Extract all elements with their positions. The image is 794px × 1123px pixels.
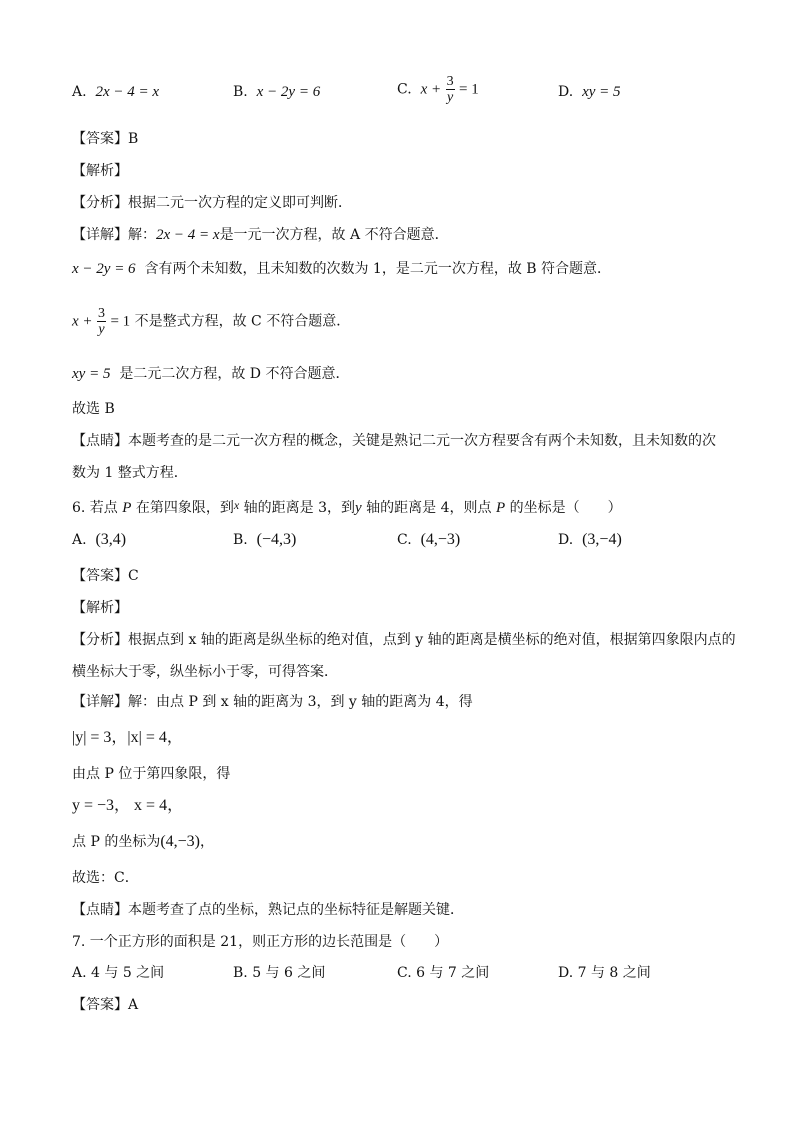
q5-analysis-heading: 【解析】 — [72, 163, 128, 179]
q6-option-a: A. (3,4) — [72, 531, 127, 548]
q6-option-d: D. (3,−4) — [558, 531, 622, 548]
q7-answer: 【答案】A — [72, 997, 139, 1013]
q5-xiangjie: 【详解】解：2x − 4 = x是一元一次方程，故 A 不符合题意． — [72, 227, 449, 243]
q6-analysis-heading: 【解析】 — [72, 600, 128, 616]
q6-dianjing: 【点睛】本题考查了点的坐标，熟记点的坐标特征是解题关键． — [72, 902, 464, 918]
q5-answer: 【答案】B — [72, 131, 139, 147]
q6-choose: 故选：C． — [72, 870, 139, 886]
q6-option-c: C. (4,−3) — [397, 531, 461, 548]
q7-option-b: B. 5 与 6 之间 — [233, 965, 326, 981]
q5-fenxi: 【分析】根据二元一次方程的定义即可判断． — [72, 195, 352, 211]
q6-xiangjie: 【详解】解：由点 P 到 x 轴的距离为 3，到 y 轴的距离为 4，得 — [72, 694, 473, 710]
q5-line-d: xy = 5 是二元二次方程，故 D 不符合题意． — [72, 366, 350, 382]
q5-option-b: B. x − 2y = 6 — [233, 84, 321, 100]
q6-abs-line: |y| = 3，|x| = 4， — [72, 729, 183, 746]
q6-fenxi-1: 【分析】根据点到 x 轴的距离是纵坐标的绝对值，点到 y 轴的距离是横坐标的绝对值，根据第四象限内点的 — [72, 632, 736, 648]
q5-dianjing-2: 数为 1 整式方程． — [72, 465, 188, 481]
q7-stem: 7. 一个正方形的面积是 21，则正方形的边长范围是（ ） — [72, 934, 449, 950]
q6-fenxi-2: 横坐标大于零，纵坐标小于零，可得答案． — [72, 664, 338, 680]
q5-option-d: D. xy = 5 — [558, 84, 621, 100]
q6-quadrant-line: 由点 P 位于第四象限，得 — [72, 766, 231, 782]
q7-option-c: C. 6 与 7 之间 — [397, 965, 490, 981]
q5-option-c: C. x + $\frac{3}{y}$ = 1 — [397, 74, 479, 105]
q7-option-a: A. 4 与 5 之间 — [72, 965, 165, 981]
q5-option-a: A. 2x − 4 = x — [72, 84, 160, 100]
q7-option-d: D. 7 与 8 之间 — [558, 965, 651, 981]
q5-dianjing-1: 【点睛】本题考查的是二元一次方程的概念，关键是熟记二元一次方程要含有两个未知数，且未知数的次 — [72, 433, 716, 449]
q6-answer: 【答案】C — [72, 568, 139, 584]
q5-choose: 故选 B — [72, 401, 115, 417]
q5-line-c: x + $\frac{3}{y}$ = 1 不是整式方程，故 C 不符合题意． — [72, 306, 351, 337]
q6-stem: 6. 若点 P 在第四象限，到x 轴的距离是 3，到y 轴的距离是 4，则点 P 的坐标是（ ） — [72, 498, 622, 516]
q6-coord-line: 点 P 的坐标为(4,−3)， — [72, 833, 215, 850]
q6-option-b: B. (−4,3) — [233, 531, 297, 548]
q5-line-b: x − 2y = 6 含有两个未知数，且未知数的次数为 1，是二元一次方程，故 B 符合题意． — [72, 261, 612, 277]
q6-values-line: y = −3， x = 4， — [72, 797, 184, 814]
